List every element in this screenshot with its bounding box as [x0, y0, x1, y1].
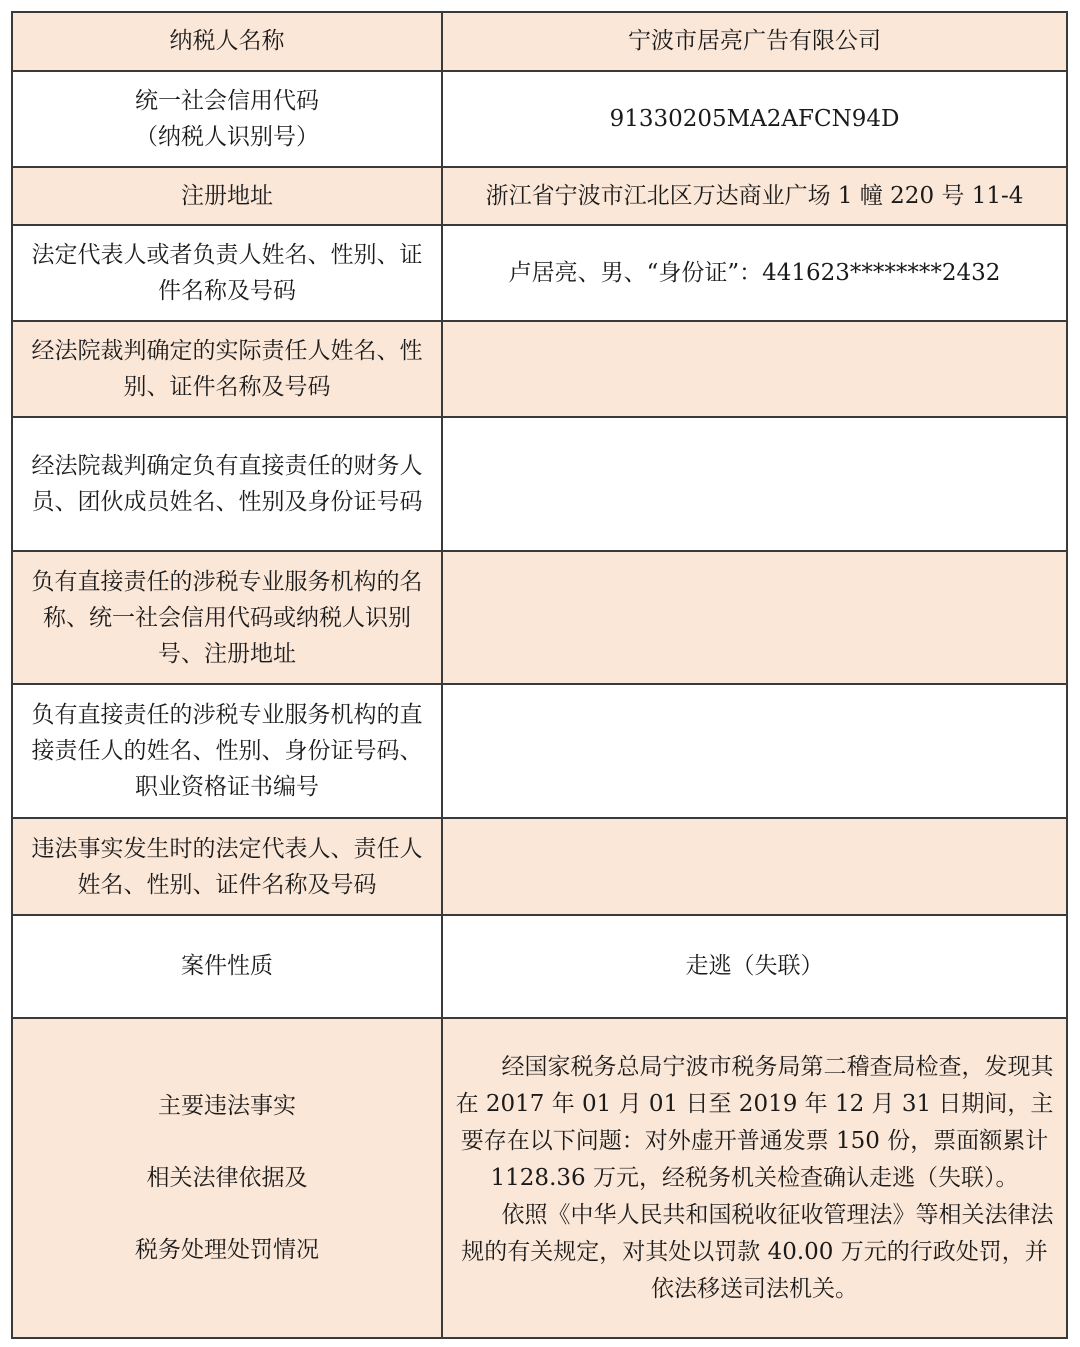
value-violation-legal-rep [442, 818, 1067, 915]
value-registered-address: 浙江省宁波市江北区万达商业广场 1 幢 220 号 11-4 [442, 167, 1067, 225]
value-court-responsible-person [442, 321, 1067, 417]
row-legal-representative [12, 225, 1067, 321]
value-legal-representative: 卢居亮、男、“身份证”：441623********2432 [442, 225, 1067, 321]
row-finance-staff [12, 417, 1067, 551]
label-case-nature: 案件性质 [12, 915, 442, 1018]
label-main-facts [12, 1018, 442, 1338]
value-credit-code: 91330205MA2AFCN94D [442, 71, 1067, 167]
label-legal-representative: 法定代表人或者负责人姓名、性别、证件名称及号码 [12, 225, 442, 321]
row-agency-responsible-person [12, 684, 1067, 818]
row-service-agency [12, 551, 1067, 684]
value-service-agency [442, 551, 1067, 684]
label-registered-address: 注册地址 [12, 167, 442, 225]
label-taxpayer-name: 纳税人名称 [12, 12, 442, 71]
facts-paragraph-2: 依照《中华人民共和国税收征收管理法》等相关法律法规的有关规定，对其处以罚款 40.00 万元的行政处罚，并依法移送司法机关。 [461, 1201, 1054, 1302]
value-taxpayer-name: 宁波市居亮广告有限公司 [442, 12, 1067, 71]
row-violation-legal-rep [12, 818, 1067, 915]
tax-info-table [11, 11, 1068, 1339]
facts-paragraph-1: 经国家税务总局宁波市税务局第二稽查局检查，发现其在 2017 年 01 月 01 日至 2019 年 12 月 31 日期间，主要存在以下问题：对外虚开普通发票 150 份，票面额累计 1128.36 万元，经税务机关检查确认走逃（失联）。 [455, 1053, 1054, 1191]
row-taxpayer-name [12, 12, 1067, 71]
value-finance-staff [442, 417, 1067, 551]
label-court-responsible-person: 经法院裁判确定的实际责任人姓名、性别、证件名称及号码 [12, 321, 442, 417]
value-agency-responsible-person [442, 684, 1067, 818]
row-credit-code [12, 71, 1067, 167]
label-main-facts-line1: 主要违法事实 [158, 1093, 296, 1119]
label-credit-code [12, 71, 442, 167]
label-violation-legal-rep: 违法事实发生时的法定代表人、责任人姓名、性别、证件名称及号码 [12, 818, 442, 915]
label-finance-staff: 经法院裁判确定负有直接责任的财务人员、团伙成员姓名、性别及身份证号码 [12, 417, 442, 551]
row-main-facts [12, 1018, 1067, 1338]
label-service-agency: 负有直接责任的涉税专业服务机构的名称、统一社会信用代码或纳税人识别号、注册地址 [12, 551, 442, 684]
row-registered-address [12, 167, 1067, 225]
row-court-responsible-person [12, 321, 1067, 417]
label-agency-responsible-person: 负有直接责任的涉税专业服务机构的直接责任人的姓名、性别、身份证号码、职业资格证书编号 [12, 684, 442, 818]
label-credit-code-line1: 统一社会信用代码 [135, 88, 319, 114]
label-main-facts-line3: 税务处理处罚情况 [135, 1237, 319, 1263]
value-main-facts [442, 1018, 1067, 1338]
label-main-facts-line2: 相关法律依据及 [146, 1165, 308, 1191]
row-case-nature [12, 915, 1067, 1018]
label-credit-code-line2: （纳税人识别号） [135, 124, 319, 150]
value-case-nature: 走逃（失联） [442, 915, 1067, 1018]
